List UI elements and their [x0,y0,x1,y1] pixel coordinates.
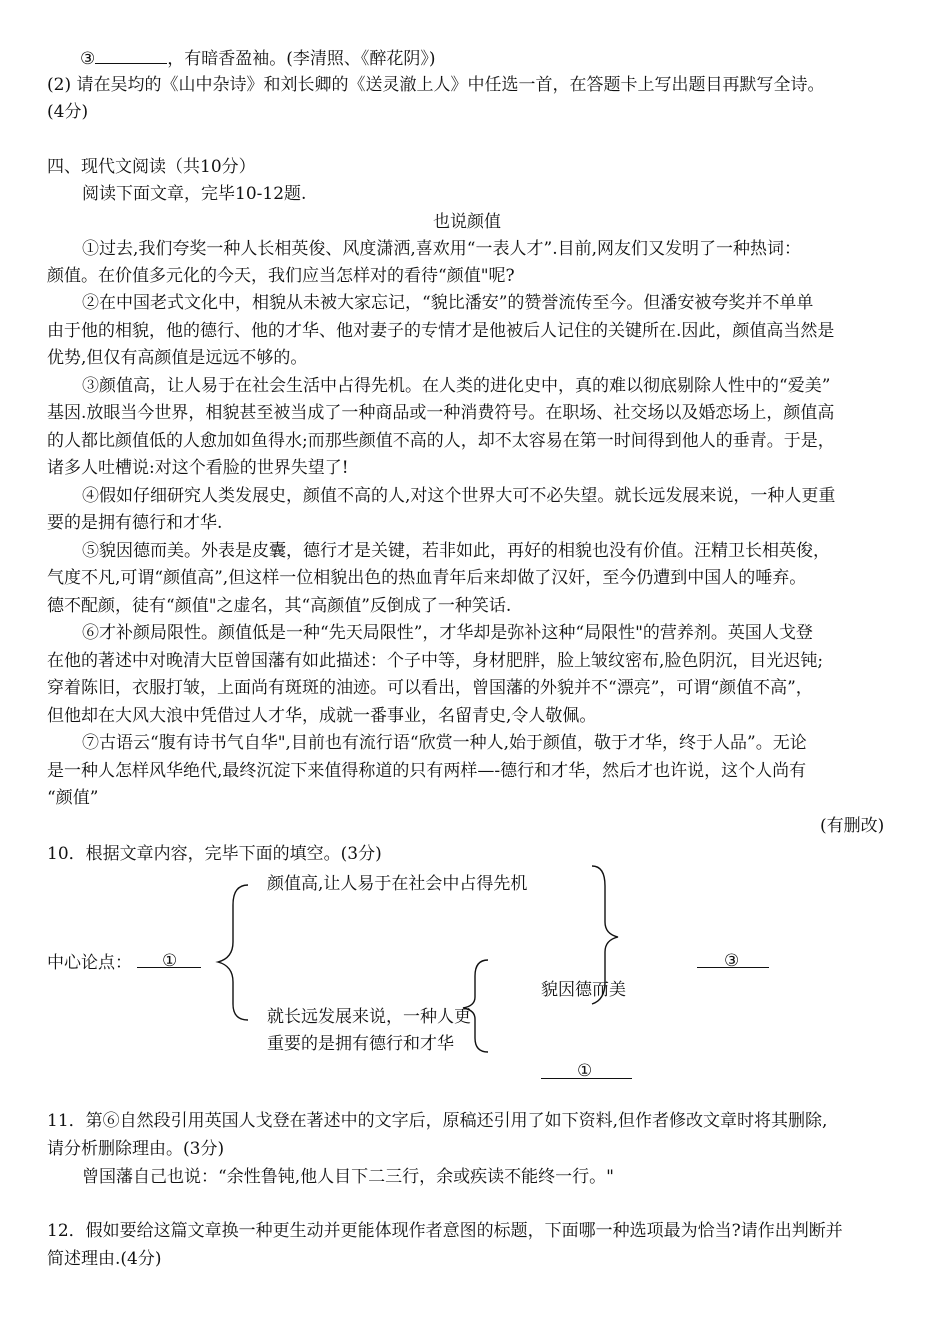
article-p5-line3: 德不配颜，徒有“颜值"之虚名，其“高颜值”反倒成了一种笑话. [47,596,512,616]
article-p2-line2: 由于他的相貌，他的德行、他的才华、他对妻子的专情才是他被后人记住的关键所在.因此，颜值高当然是 [47,321,835,341]
article-p3-line2: 基因.放眼当今世界，相貌甚至被当成了一种商品或一种消费符号。在职场、社交场以及婚恋场上，颜值高 [47,403,835,423]
q11-prompt-line2: 请分析删除理由。(3分) [47,1139,225,1159]
article-p7-line2: 是一种人怎样风华绝代,最终沉淀下来值得称道的只有两样—-德行和才华，然后才也许说，这个人尚有 [47,761,807,781]
q10-item-bottom-line1: 就长远发展来说，一种人更 [267,1007,471,1027]
q10-item-mid: 貌因德而美 [541,980,626,1000]
article-p5-line1: ⑤貌因德而美。外表是皮囊，德行才是关键，若非如此，再好的相貌也没有价值。汪精卫长相英俊， [82,541,830,561]
article-p4-line1: ④假如仔细研究人类发展史，颜值不高的人,对这个世界大可不必失望。就长远发展来说，一种人更重 [82,486,836,506]
article-p7-line1: ⑦古语云“腹有诗书气自华",目前也有流行语“欣赏一种人,始于颜值，敬于才华，终于人品”。无论 [82,733,807,753]
article-p6-line2: 在他的著述中对晚清大臣曾国藩有如此描述：个子中等，身材肥胖，脸上皱纹密布,脸色阴沉，目光迟钝; [47,651,824,671]
q11-quote: 曾国藩自己也说：“余性鲁钝,他人目下二三行，余或疾读不能终一行。" [82,1167,614,1187]
poem-q3-prefix: ③ [80,49,96,69]
q10-center-label: 中心论点： [47,953,132,973]
q10-blank-bottom-marker: ① [577,1061,593,1081]
article-p3-line4: 诸多人吐槽说:对这个看脸的世界失望了! [47,458,349,478]
article-p1-line2: 颜值。在价值多元化的今天，我们应当怎样对的看待“颜值"呢? [47,266,515,286]
q11-prompt-line1: 11．第⑥自然段引用英国人戈登在著述中的文字后，原稿还引用了如下资料,但作者修改文章时将其删除, [47,1111,828,1131]
article-p4-line2: 要的是拥有德行和才华. [47,513,223,533]
article-p5-line2: 气度不凡,可谓“颜值高”,但这样一位相貌出色的热血青年后来却做了汉奸，至今仍遭到中国人的唾弃。 [47,568,807,588]
q12-prompt-line1: 12．假如要给这篇文章换一种更生动并更能体现作者意图的标题，下面哪一种选项最为恰当?请作出判断并 [47,1221,843,1241]
article-p1-line1: ①过去,我们夸奖一种人长相英俊、风度潇洒,喜欢用“一表人才”.目前,网友们又发明了一种热词： [82,239,801,259]
source-note: (有删改) [820,816,885,836]
section-heading: 四、现代文阅读（共10分） [47,157,256,177]
q10-item-bottom-line2: 重要的是拥有德行和才华 [267,1034,454,1054]
poem-q3-suffix: ，有暗香盈袖。(李清照、《醉花阴》) [167,49,436,69]
article-title: 也说颜值 [433,212,501,232]
article-p2-line3: 优势,但仅有高颜值是远远不够的。 [47,348,308,368]
q10-blank1-marker: ① [162,951,178,971]
article-p3-line1: ③颜值高，让人易于在社会生活中占得先机。在人类的进化史中，真的难以彻底剔除人性中的“爱美” [82,376,831,396]
article-p7-line3: “颜值” [47,788,99,808]
q10-prompt: 10．根据文章内容，完毕下面的填空。(3分) [47,844,382,864]
article-p6-line3: 穿着陈旧，衣服打皱，上面尚有斑斑的油迹。可以看出，曾国藩的外貌并不“漂亮”，可谓“颜值不高”， [47,678,813,698]
q10-item-top: 颜值高,让人易于在社会中占得先机 [267,874,528,894]
section-instruction: 阅读下面文章，完毕10-12题. [82,184,307,204]
q10-blank3-marker: ③ [724,951,740,971]
article-p3-line3: 的人都比颜值低的人愈加如鱼得水;而那些颜值不高的人，却不太容易在第一时间得到他人的垂青。于是， [47,431,835,451]
q12-prompt-line2: 简述理由.(4分) [47,1249,162,1269]
q10-left-brace [218,885,248,1020]
article-p6-line1: ⑥才补颜局限性。颜值低是一种“先天局限性”，才华却是弥补这种“局限性"的营养剂。英国人戈登 [82,623,813,643]
article-p2-line1: ②在中国老式文化中，相貌从未被大家忘记，“貌比潘安”的赞誉流传至今。但潘安被夸奖并不单单 [82,293,814,313]
poem-q2-line2: (4分) [47,102,89,122]
poem-q2-line1: (2) 请在吴均的《山中杂诗》和刘长卿的《送灵澈上人》中任选一首，在答题卡上写出题目再默写全诗。 [47,75,825,95]
article-p6-line4: 但他却在大风大浪中凭借过人才华，成就一番事业，名留青史,令人敬佩。 [47,706,597,726]
